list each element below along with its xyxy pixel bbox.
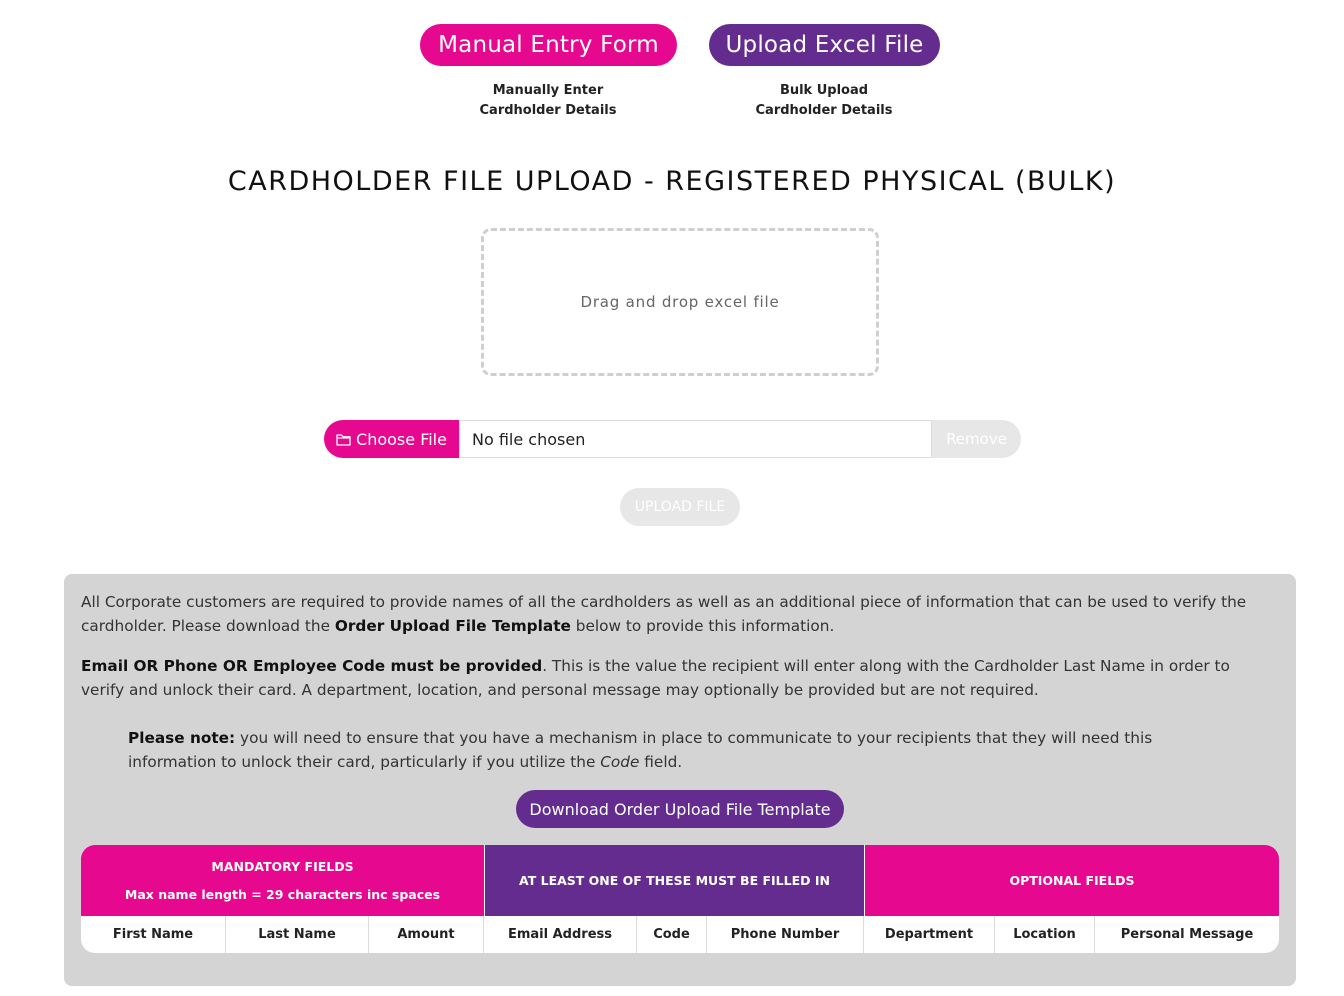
mandatory-fields-header: [81, 845, 484, 916]
upload-file-button[interactable]: UPLOAD FILE: [620, 488, 740, 526]
mandatory-fields-note: Max name length = 29 characters inc spaces: [124, 887, 441, 902]
mandatory-fields-title: MANDATORY FIELDS: [211, 859, 354, 874]
p1-template-name: Order Upload File Template: [334, 617, 571, 635]
upload-excel-file-button[interactable]: Upload Excel File: [709, 24, 940, 66]
manual-entry-form-button[interactable]: Manual Entry Form: [420, 24, 677, 66]
column-header-phone-number: Phone Number: [707, 916, 864, 953]
instructions-paragraph-2: [81, 654, 1277, 702]
manual-entry-caption: [438, 81, 658, 121]
column-header-first-name: First Name: [81, 916, 226, 953]
excel-caption-line-1: Bulk Upload: [779, 83, 869, 98]
please-note-paragraph: [128, 726, 1228, 774]
choose-file-label: Choose File: [356, 429, 447, 449]
page-title: CARDHOLDER FILE UPLOAD - REGISTERED PHYSICAL (BULK): [227, 166, 1117, 197]
instructions-paragraph-1: [81, 590, 1277, 638]
optional-fields-header: [864, 845, 1279, 916]
column-header-personal-message: Personal Message: [1095, 916, 1279, 953]
manual-caption-line-1: Manually Enter: [492, 83, 604, 98]
file-dropzone[interactable]: [481, 228, 879, 376]
download-template-button[interactable]: Download Order Upload File Template: [516, 790, 844, 828]
column-header-code: Code: [637, 916, 707, 953]
column-header-last-name: Last Name: [226, 916, 369, 953]
column-header-email-address: Email Address: [484, 916, 637, 953]
p1-text-a: All Corporate customers are required to provide names of all the cardholders as well as an additional piece of information that can be used to verify the cardholder. Please download the: [81, 593, 1247, 635]
p3-text-b: you will need to ensure that you have a mechanism in place to communicate to your recipients that they will need this information to unlock their card, particularly if you utilize the: [128, 729, 1153, 771]
upload-excel-caption: [714, 81, 934, 121]
p2-requirement: Email OR Phone OR Employee Code must be provided: [81, 657, 543, 675]
at-least-one-header: [484, 845, 864, 916]
please-note-label: Please note:: [128, 729, 236, 747]
optional-fields-title: OPTIONAL FIELDS: [1009, 873, 1135, 888]
file-name-value: No file chosen: [472, 429, 586, 449]
p1-text-c: below to provide this information.: [570, 617, 835, 635]
folder-icon: [336, 433, 351, 446]
p3-text-d: field.: [639, 753, 683, 771]
dropzone-text: Drag and drop excel file: [580, 293, 780, 311]
fields-table: [81, 845, 1279, 953]
manual-caption-line-2: Cardholder Details: [479, 103, 617, 118]
p3-code-word: Code: [600, 753, 640, 771]
at-least-one-title: AT LEAST ONE OF THESE MUST BE FILLED IN: [519, 873, 830, 888]
remove-file-button[interactable]: Remove: [932, 420, 1021, 458]
file-name-field[interactable]: [459, 420, 932, 458]
column-header-location: Location: [995, 916, 1095, 953]
p2-text-b: . This is the value the recipient will enter along with the Cardholder Last Name in order to verify and unlock their card. A department, location, and personal message may optionally be provided but are not required.: [81, 657, 1230, 699]
choose-file-button[interactable]: [324, 420, 459, 458]
column-header-amount: Amount: [369, 916, 484, 953]
file-input-group: [324, 420, 1021, 458]
excel-caption-line-2: Cardholder Details: [755, 103, 893, 118]
instructions-panel: [64, 574, 1296, 986]
column-header-department: Department: [864, 916, 995, 953]
